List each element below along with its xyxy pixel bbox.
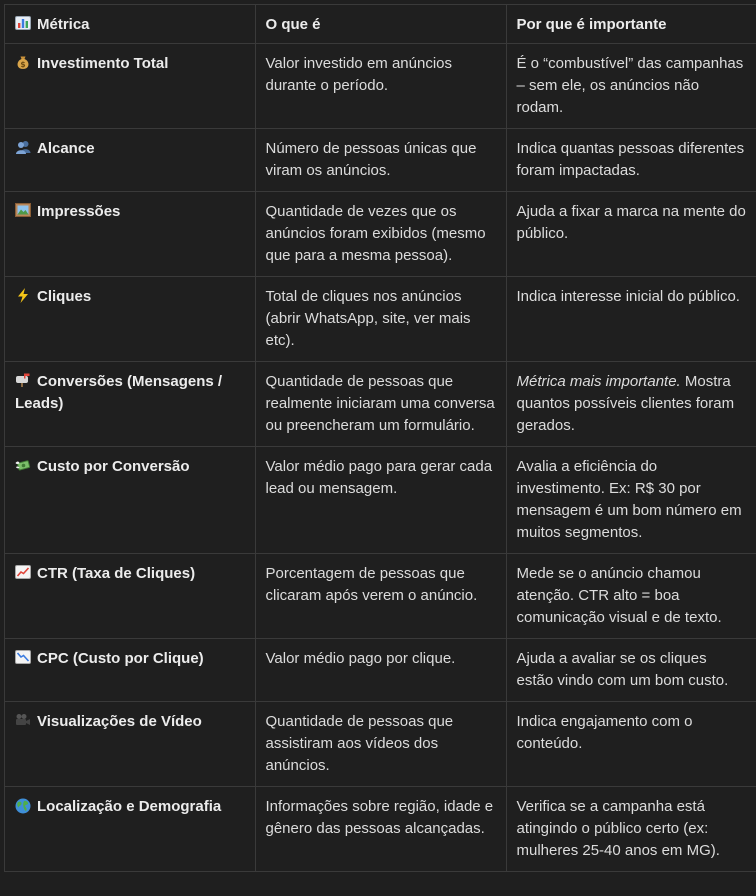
metric-cell (5, 362, 255, 447)
metric-label: Localização e Demografia (37, 798, 222, 815)
why-text: Avalia a eficiência do investimento. Ex: R$ 30 por mensagem é um bom número em muitos segmentos. (516, 458, 742, 541)
table-row (5, 787, 756, 872)
people-icon (15, 140, 31, 154)
globe-icon (15, 798, 31, 812)
money-wings-icon (15, 458, 31, 472)
why-cell (506, 787, 756, 872)
table-row (5, 554, 756, 639)
metric-cell (5, 447, 255, 554)
metric-label: Investimento Total (37, 55, 169, 72)
mailbox-icon (15, 373, 31, 387)
money-bag-icon (15, 55, 31, 69)
why-text: Ajuda a fixar a marca na mente do público. (516, 203, 746, 242)
why-text: Mostra quantos possíveis clientes foram gerados. (516, 373, 735, 434)
metric-cell (5, 192, 255, 277)
why-text: É o “combustível” das campanhas – sem ele, os anúncios não rodam. (516, 55, 744, 116)
why-text: Verifica se a campanha está atingindo o público certo (ex: mulheres 25-40 anos em MG). (516, 798, 720, 859)
table-header-row (5, 5, 756, 44)
why-cell (506, 362, 756, 447)
metric-label: Alcance (37, 140, 95, 157)
what-cell: Quantidade de vezes que os anúncios foram exibidos (mesmo que para a mesma pessoa). (255, 192, 506, 277)
why-cell (506, 554, 756, 639)
table-row (5, 447, 756, 554)
svg-text:$: $ (20, 60, 26, 70)
why-text: Indica quantas pessoas diferentes foram impactadas. (516, 140, 745, 179)
table-row (5, 362, 756, 447)
why-cell (506, 447, 756, 554)
table-row (5, 44, 756, 129)
metric-label: Cliques (37, 288, 92, 305)
why-text: Mede se o anúncio chamou atenção. CTR alto = boa comunicação visual e de texto. (516, 565, 722, 626)
what-cell: Valor médio pago para gerar cada lead ou mensagem. (255, 447, 506, 554)
why-emphasis: Métrica mais importante. (516, 373, 681, 390)
metric-cell (5, 702, 255, 787)
table-row (5, 192, 756, 277)
metric-cell (5, 129, 255, 192)
metric-cell (5, 277, 255, 362)
metric-cell (5, 554, 255, 639)
table-row (5, 702, 756, 787)
header-metric (5, 5, 255, 44)
why-text: Ajuda a avaliar se os cliques estão vindo com um bom custo. (516, 650, 729, 689)
metric-label: Visualizações de Vídeo (37, 713, 202, 730)
metric-label: Conversões (Mensagens / Leads) (15, 373, 223, 412)
header-metric-label: Métrica (37, 16, 90, 33)
chart-decreasing-icon (15, 650, 31, 664)
metric-label: CPC (Custo por Clique) (37, 650, 204, 667)
header-what: O que é (255, 5, 506, 44)
table-row (5, 129, 756, 192)
metric-cell (5, 639, 255, 702)
why-cell (506, 639, 756, 702)
why-cell (506, 129, 756, 192)
what-cell: Valor médio pago por clique. (255, 639, 506, 702)
table-row (5, 639, 756, 702)
table-row (5, 277, 756, 362)
what-cell: Quantidade de pessoas que assistiram aos vídeos dos anúncios. (255, 702, 506, 787)
why-text: Indica interesse inicial do público. (516, 288, 740, 305)
what-cell: Quantidade de pessoas que realmente iniciaram uma conversa ou preencheram um formulário. (255, 362, 506, 447)
metric-cell (5, 44, 255, 129)
what-cell: Porcentagem de pessoas que clicaram após verem o anúncio. (255, 554, 506, 639)
what-cell: Número de pessoas únicas que viram os anúncios. (255, 129, 506, 192)
metric-label: Impressões (37, 203, 121, 220)
metrics-table (5, 5, 756, 872)
metric-label: Custo por Conversão (37, 458, 190, 475)
why-cell (506, 277, 756, 362)
metric-cell (5, 787, 255, 872)
why-cell (506, 702, 756, 787)
metric-label: CTR (Taxa de Cliques) (37, 565, 196, 582)
metrics-table-container (4, 4, 756, 872)
why-text: Indica engajamento com o conteúdo. (516, 713, 693, 752)
header-why: Por que é importante (506, 5, 756, 44)
what-cell: Valor investido em anúncios durante o período. (255, 44, 506, 129)
framed-picture-icon (15, 203, 31, 217)
what-cell: Informações sobre região, idade e gênero das pessoas alcançadas. (255, 787, 506, 872)
why-cell (506, 44, 756, 129)
lightning-icon (15, 288, 31, 302)
chart-increasing-icon (15, 565, 31, 579)
why-cell (506, 192, 756, 277)
bar-chart-icon (15, 16, 31, 30)
what-cell: Total de cliques nos anúncios (abrir WhatsApp, site, ver mais etc). (255, 277, 506, 362)
video-camera-icon (15, 713, 31, 727)
